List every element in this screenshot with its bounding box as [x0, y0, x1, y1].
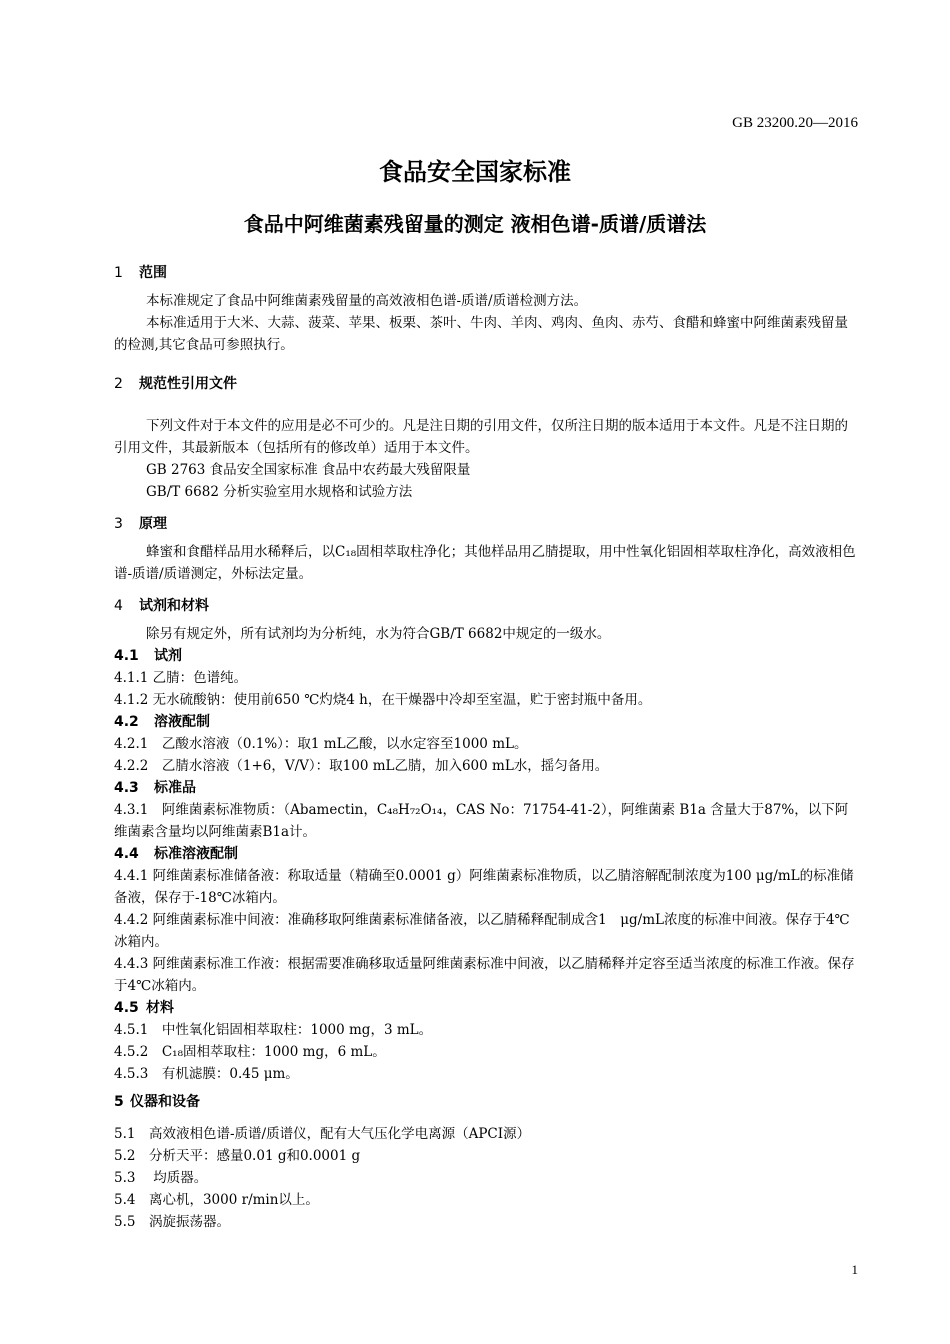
subsection-heading-4-3: [114, 777, 860, 799]
paragraph: 本标准适用于大米、大蒜、菠菜、苹果、板栗、茶叶、牛肉、羊肉、鸡肉、鱼肉、赤芍、食醋和蜂蜜中阿维菌素残留量的检测,其它食品可参照执行。: [114, 315, 848, 353]
section-heading-2: [114, 373, 860, 395]
clause-item: 4.5.1 中性氧化铝固相萃取柱：1000 mg，3 mL。: [114, 1022, 433, 1038]
page-number: 1: [851, 1262, 858, 1277]
clause-item: 5.3 均质器。: [114, 1170, 208, 1186]
section-number: 1: [114, 265, 123, 281]
reference-item: GB 2763 食品安全国家标准 食品中农药最大残留限量: [146, 462, 471, 478]
clause-item: 4.2.1 乙酸水溶液（0.1%）：取1 mL乙酸，以水定容至1000 mL。: [114, 736, 528, 752]
subsection-title: 标准溶液配制: [154, 846, 238, 862]
subsection-heading-4-5: [114, 997, 860, 1019]
subsection-number: 4.5: [114, 1000, 139, 1016]
subsection-number: 4.4: [114, 846, 139, 862]
section-heading-4: [114, 595, 860, 617]
clause-item: 4.4.3 阿维菌素标准工作液：根据需要准确移取适量阿维菌素标准中间液，以乙腈稀释并定容至适当浓度的标准工作液。保存于4℃冰箱内。: [114, 956, 855, 994]
section-heading-5: [114, 1091, 860, 1113]
clause-item: 4.5.2 C₁₈固相萃取柱：1000 mg，6 mL。: [114, 1044, 386, 1060]
subsection-title: 试剂: [154, 648, 182, 664]
clause-item: 4.4.2 阿维菌素标准中间液：准确移取阿维菌素标准储备液，以乙腈稀释配制成含1 μg/mL浓度的标准中间液。保存于4℃冰箱内。: [114, 912, 850, 950]
subsection-title: 材料: [146, 1000, 174, 1016]
section-title: 仪器和设备: [130, 1094, 200, 1110]
page-title: 食品安全国家标准: [379, 158, 571, 186]
section-heading-3: [114, 513, 860, 535]
paragraph: 下列文件对于本文件的应用是必不可少的。凡是注日期的引用文件，仅所注日期的版本适用于本文件。凡是不注日期的引用文件，其最新版本（包括所有的修改单）适用于本文件。: [114, 418, 848, 456]
clause-item: 4.1.2 无水硫酸钠：使用前650 ℃灼烧4 h，在干燥器中冷却至室温，贮于密封瓶中备用。: [114, 692, 652, 708]
section-number: 2: [114, 376, 123, 392]
clause-item: 4.1.1 乙腈：色谱纯。: [114, 670, 248, 686]
subsection-heading-4-2: [114, 711, 860, 733]
paragraph: 除另有规定外，所有试剂均为分析纯，水为符合GB/T 6682中规定的一级水。: [146, 626, 611, 642]
section-title: 规范性引用文件: [139, 376, 237, 392]
section-number: 5: [114, 1094, 124, 1110]
section-number: 4: [114, 598, 123, 614]
subsection-title: 溶液配制: [154, 714, 210, 730]
subsection-number: 4.2: [114, 714, 139, 730]
subsection-number: 4.3: [114, 780, 139, 796]
section-title: 原理: [139, 516, 167, 532]
clause-item: 5.5 涡旋振荡器。: [114, 1214, 230, 1230]
section-title: 范围: [139, 265, 167, 281]
clause-item: 4.5.3 有机滤膜：0.45 μm。: [114, 1066, 299, 1082]
subsection-number: 4.1: [114, 648, 139, 664]
clause-item: 4.2.2 乙腈水溶液（1+6，V/V）：取100 mL乙腈，加入600 mL水，摇匀备用。: [114, 758, 609, 774]
clause-item: 4.3.1 阿维菌素标准物质：（Abamectin，C₄₈H₇₂O₁₄，CAS No：71754-41-2），阿维菌素 B1a 含量大于87%，以下阿维菌素含量均以阿维菌素B1a计。: [114, 802, 849, 840]
paragraph: 本标准规定了食品中阿维菌素残留量的高效液相色谱-质谱/质谱检测方法。: [146, 293, 588, 309]
clause-item: 4.4.1 阿维菌素标准储备液：称取适量（精确至0.0001 g）阿维菌素标准物质，以乙腈溶解配制浓度为100 μg/mL的标准储备液，保存于-18℃冰箱内。: [114, 868, 854, 906]
section-heading-1: [114, 262, 860, 284]
subsection-heading-4-1: [114, 645, 860, 667]
document-subtitle: 食品中阿维菌素残留量的测定 液相色谱-质谱/质谱法: [243, 212, 707, 236]
clause-item: 5.4 离心机，3000 r/min以上。: [114, 1192, 319, 1208]
subsection-title: 标准品: [154, 780, 196, 796]
section-number: 3: [114, 516, 123, 532]
paragraph: 蜂蜜和食醋样品用水稀释后，以C₁₈固相萃取柱净化；其他样品用乙腈提取，用中性氧化铝固相萃取柱净化，高效液相色谱-质谱/质谱测定，外标法定量。: [114, 544, 856, 582]
subsection-heading-4-4: [114, 843, 860, 865]
section-title: 试剂和材料: [139, 598, 209, 614]
standard-code: GB 23200.20—2016: [732, 115, 858, 131]
document-body: [114, 262, 860, 1233]
reference-item: GB/T 6682 分析实验室用水规格和试验方法: [146, 484, 413, 500]
clause-item: 5.1 高效液相色谱-质谱/质谱仪，配有大气压化学电离源（APCI源）: [114, 1126, 531, 1142]
clause-item: 5.2 分析天平：感量0.01 g和0.0001 g: [114, 1148, 361, 1164]
